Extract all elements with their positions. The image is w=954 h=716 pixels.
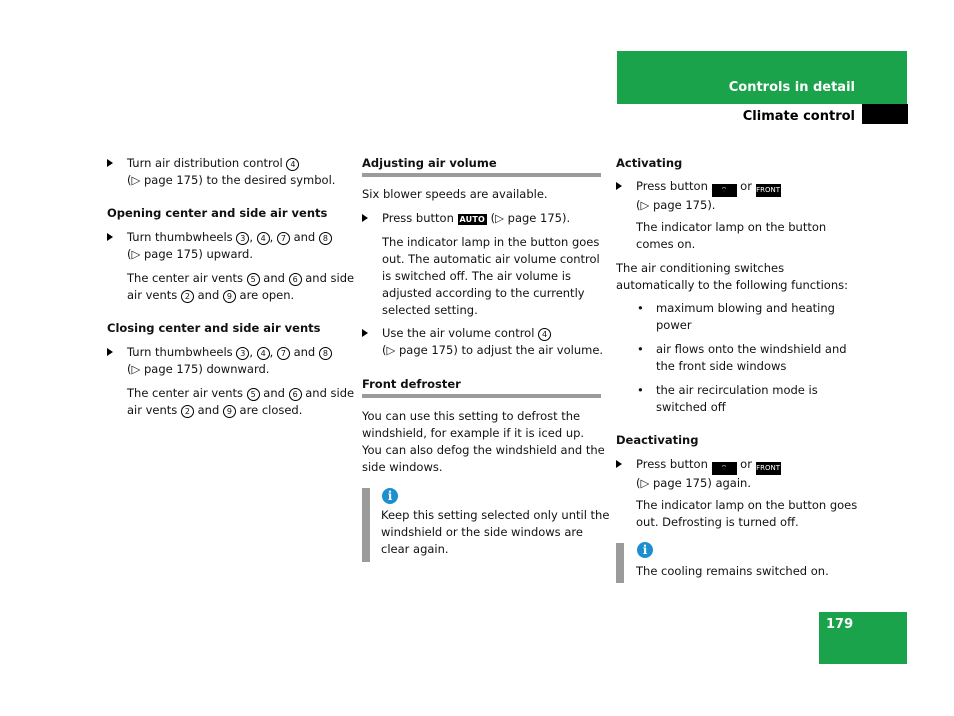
section-title: Controls in detail — [728, 80, 855, 95]
callout-marker: 8 — [319, 232, 332, 245]
callout-marker: 3 — [236, 232, 249, 245]
opening-heading: Opening center and side air vents — [107, 206, 328, 220]
step-press-auto: Press button AUTO (▷ page 175). — [362, 210, 570, 227]
callout-marker: 3 — [236, 347, 249, 360]
step-arrow-icon — [362, 214, 368, 222]
cooling-info-text: The cooling remains switched on. — [636, 564, 829, 578]
callout-marker: 8 — [319, 347, 332, 360]
bullet-icon: • — [637, 342, 644, 356]
air-volume-intro: Six blower speeds are available. — [362, 187, 548, 201]
callout-marker: 2 — [181, 405, 194, 418]
info-bar — [616, 543, 624, 583]
info-icon: i — [637, 542, 653, 558]
closing-result: The center air vents 5 and 6 and side air vents 2 and 9 are closed. — [127, 386, 355, 417]
lamp-off-text: The indicator lamp on the button goes out. Defrosting is turned off. — [636, 498, 858, 529]
lamp-on-text: The indicator lamp on the button comes on. — [636, 220, 827, 251]
front-defroster-heading: Front defroster — [362, 376, 601, 398]
list-item: • the air recirculation mode is switched off — [637, 383, 818, 414]
callout-marker: 9 — [223, 290, 236, 303]
step-distribution: Turn air distribution control 4 (▷ page 175) to the desired symbol. — [107, 155, 335, 189]
callout-marker: 9 — [223, 405, 236, 418]
callout-marker: 6 — [289, 388, 302, 401]
callout-marker: 7 — [277, 232, 290, 245]
step-arrow-icon — [107, 159, 113, 167]
step-opening: Turn thumbwheels 3 , 4 , 7 and 8 (▷ page 175) upward. — [107, 229, 332, 263]
step-arrow-icon — [616, 182, 622, 190]
defrost-button-icon: ⌔ — [712, 462, 737, 475]
info-icon: i — [382, 488, 398, 504]
front-defrost-button-icon: FRONT — [756, 462, 781, 475]
step-closing: Turn thumbwheels 3 , 4 , 7 and 8 (▷ page 175) downward. — [107, 344, 332, 378]
defrost-button-icon: ⌔ — [712, 184, 737, 197]
auto-button-icon: AUTO — [459, 215, 486, 224]
defroster-text: You can use this setting to defrost the windshield, for example if it is iced up. You can also defog the windshield and the side windows. — [362, 409, 605, 474]
step-arrow-icon — [616, 460, 622, 468]
callout-marker: 4 — [538, 328, 551, 341]
callout-marker: 4 — [257, 232, 270, 245]
subsection-title: Climate control — [742, 109, 855, 124]
header-bar — [617, 51, 907, 104]
opening-result: The center air vents 5 and 6 and side air vents 2 and 9 are open. — [127, 271, 355, 302]
info-bar — [362, 488, 370, 562]
deactivating-heading: Deactivating — [616, 433, 699, 447]
step-activating: Press button ⌔ or FRONT (▷ page 175). — [616, 178, 781, 214]
callout-marker: 5 — [247, 388, 260, 401]
list-item: • air flows onto the windshield and the front side windows — [637, 342, 847, 373]
air-volume-heading: Adjusting air volume — [362, 155, 601, 177]
step-air-volume-control: Use the air volume control 4 (▷ page 175) to adjust the air volume. — [362, 325, 603, 359]
callout-marker: 4 — [286, 158, 299, 171]
step-deactivating: Press button ⌔ or FRONT (▷ page 175) again. — [616, 456, 781, 492]
closing-heading: Closing center and side air vents — [107, 321, 321, 335]
step-arrow-icon — [107, 233, 113, 241]
bullet-icon: • — [637, 301, 644, 315]
callout-marker: 7 — [277, 347, 290, 360]
callout-marker: 4 — [257, 347, 270, 360]
auto-indicator-text: The indicator lamp in the button goes out. The automatic air volume control is switched off. The air volume is adjusted according to the currently selected setting. — [382, 235, 600, 317]
callout-marker: 6 — [289, 273, 302, 286]
activating-heading: Activating — [616, 156, 683, 170]
callout-marker: 2 — [181, 290, 194, 303]
list-item: • maximum blowing and heating power — [637, 301, 835, 332]
step-arrow-icon — [362, 329, 368, 337]
step-arrow-icon — [107, 348, 113, 356]
bullet-icon: • — [637, 383, 644, 397]
ac-text: The air conditioning switches automatically to the following functions: — [616, 261, 848, 292]
front-defrost-button-icon: FRONT — [756, 184, 781, 197]
page-number: 179 — [826, 617, 854, 632]
header-tab — [862, 104, 908, 124]
defroster-info-text: Keep this setting selected only until the windshield or the side windows are clear again. — [381, 508, 610, 556]
callout-marker: 5 — [247, 273, 260, 286]
